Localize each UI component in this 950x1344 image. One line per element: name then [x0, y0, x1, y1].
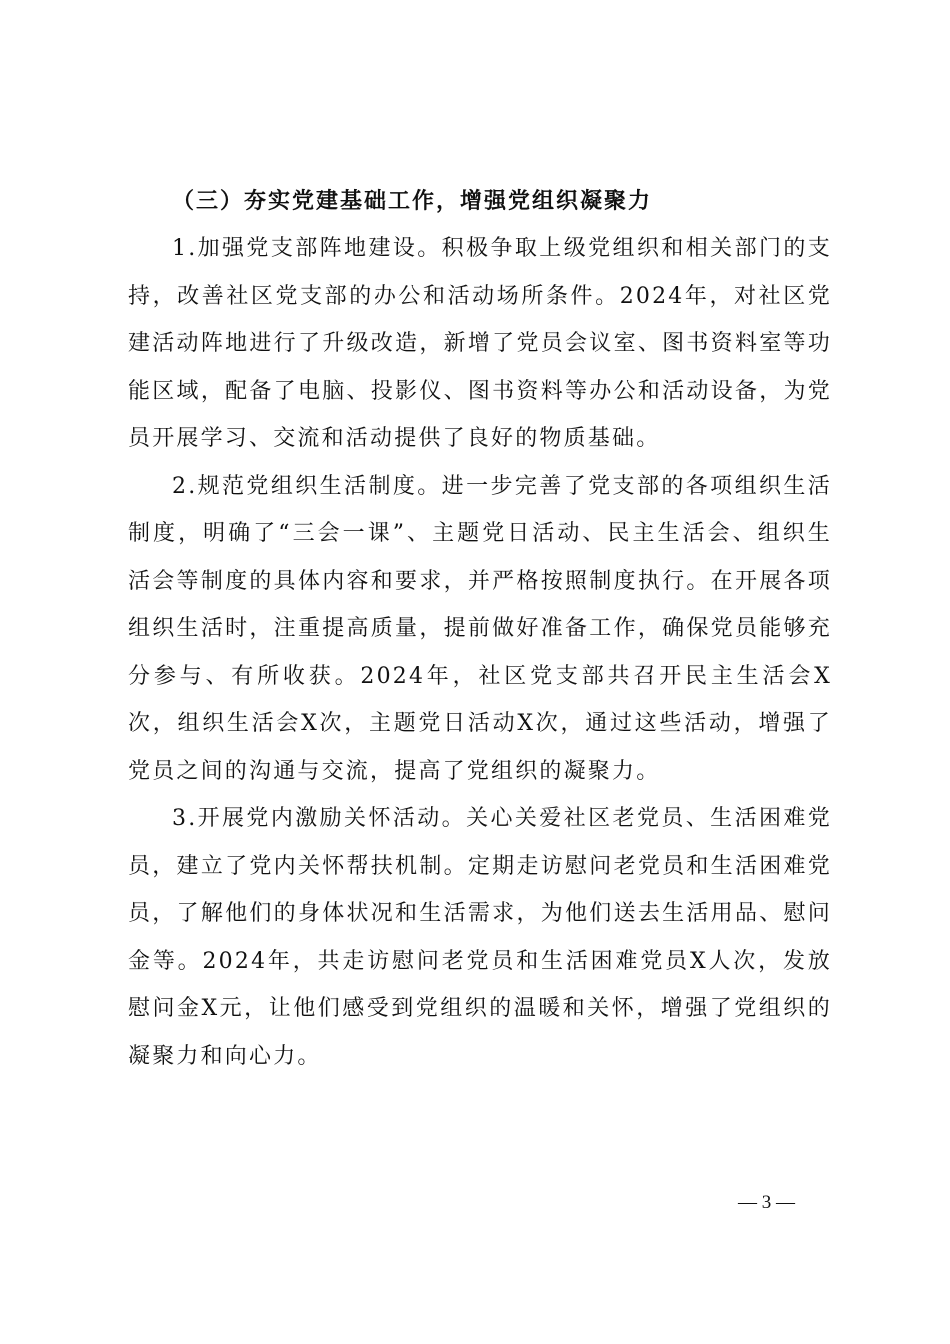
- paragraph-3: 3.开展党内激励关怀活动。关心关爱社区老党员、生活困难党员，建立了党内关怀帮扶机制。定期走访慰问老党员和生活困难党员，了解他们的身体状况和生活需求，为他们送去生活用品、慰问金等。2024年，共走访慰问老党员和生活困难党员X人次，发放慰问金X元，让他们感受到党组织的温暖和关怀，增强了党组织的凝聚力和向心力。: [128, 806, 832, 1069]
- paragraph-2: 2.规范党组织生活制度。进一步完善了党支部的各项组织生活制度，明确了“三会一课”、主题党日活动、民主生活会、组织生活会等制度的具体内容和要求，并严格按照制度执行。在开展各项组织生活时，注重提高质量，提前做好准备工作，确保党员能够充分参与、有所收获。2024年，社区党支部共召开民主生活会X次，组织生活会X次，主题党日活动X次，通过这些活动，增强了党员之间的沟通与交流，提高了党组织的凝聚力。: [128, 473, 832, 784]
- page-number: — 3 —: [738, 1192, 795, 1213]
- section-heading: （三）夯实党建基础工作，增强党组织凝聚力: [172, 188, 653, 214]
- document-body: [128, 178, 832, 1080]
- paragraph-1: 1.加强党支部阵地建设。积极争取上级党组织和相关部门的支持，改善社区党支部的办公和活动场所条件。2024年，对社区党建活动阵地进行了升级改造，新增了党员会议室、图书资料室等功能区域，配备了电脑、投影仪、图书资料等办公和活动设备，为党员开展学习、交流和活动提供了良好的物质基础。: [128, 236, 832, 451]
